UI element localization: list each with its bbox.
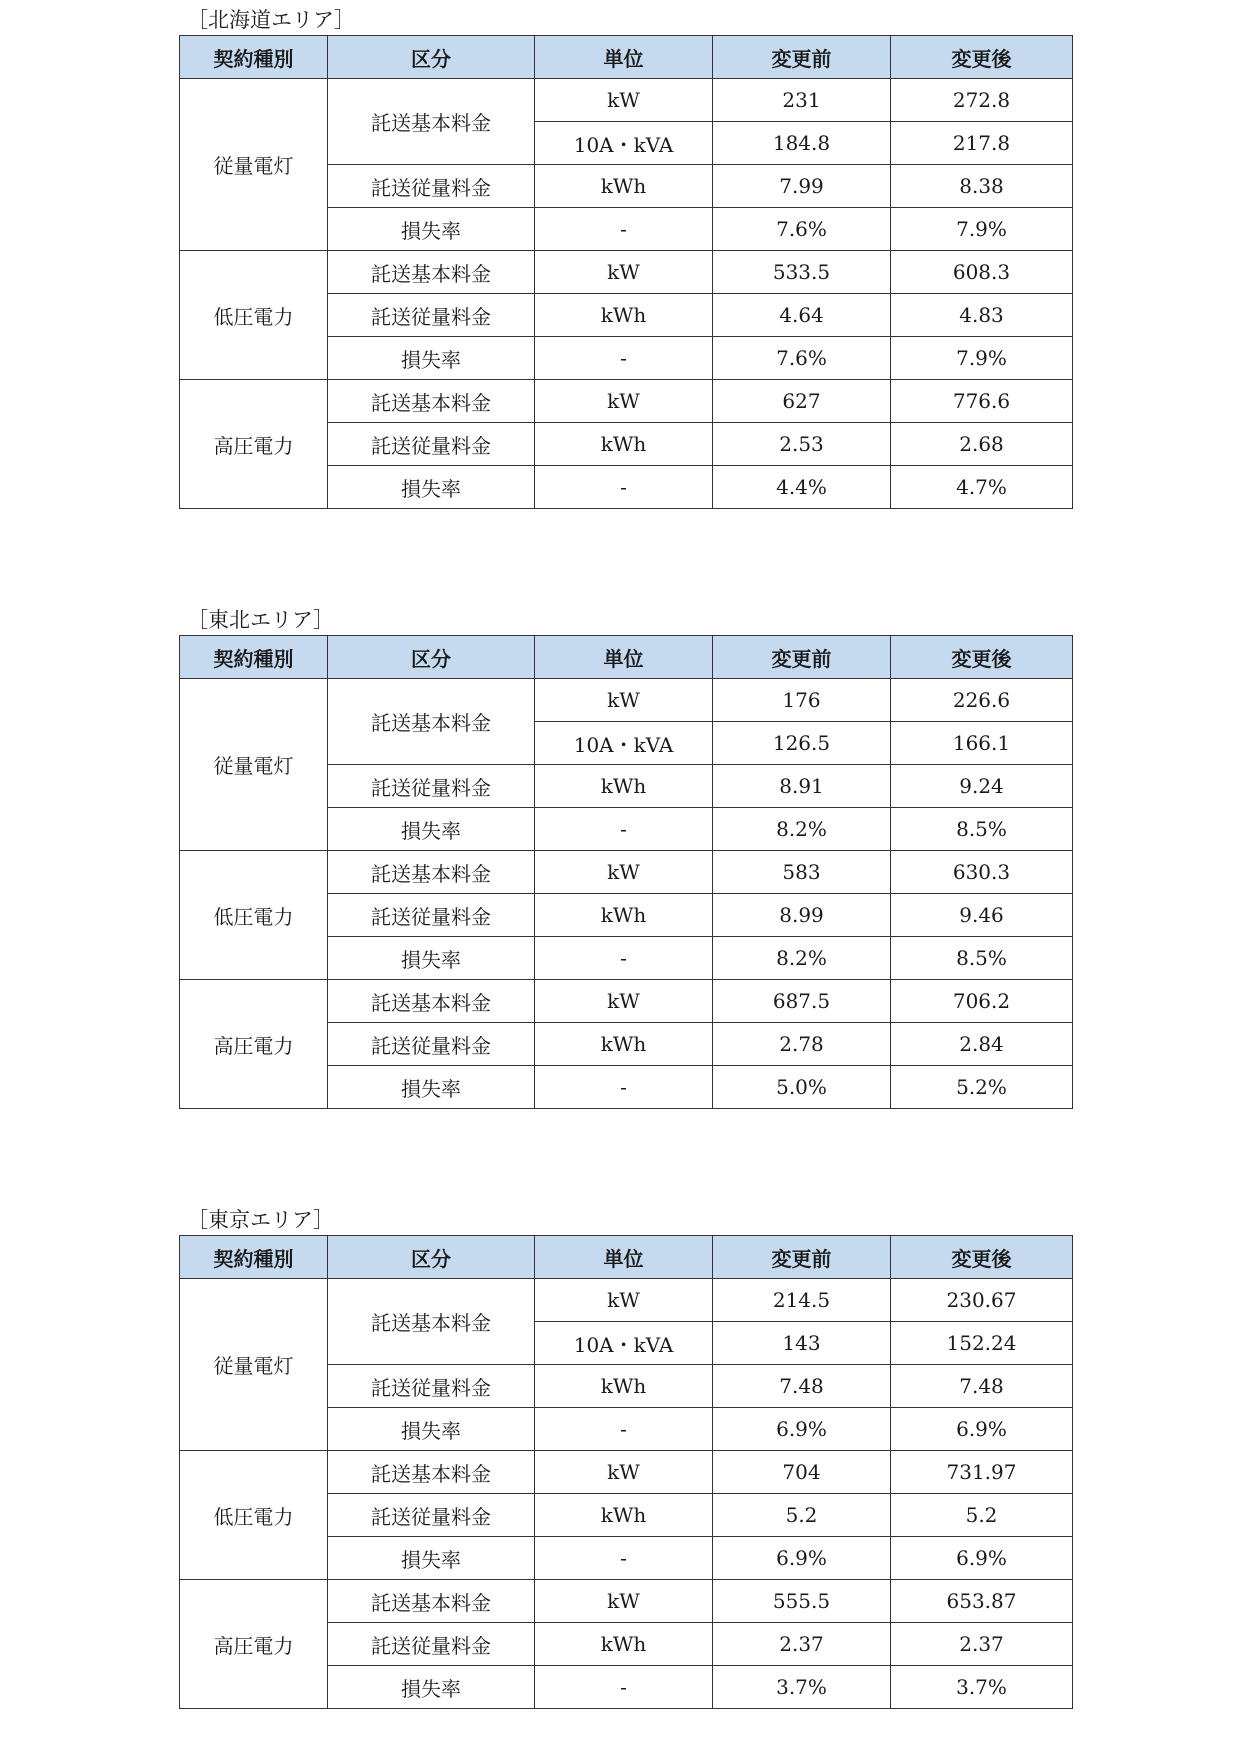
header-unit: 単位 (535, 636, 713, 679)
after-cell: 217.8 (891, 122, 1073, 165)
kubun-cell: 損失率 (328, 937, 535, 980)
area-section-tohoku (179, 605, 1072, 1109)
after-cell: 2.84 (891, 1023, 1073, 1066)
table-row (180, 679, 1073, 722)
before-cell: 5.0% (713, 1066, 891, 1109)
kubun-cell: 託送基本料金 (328, 251, 535, 294)
header-unit: 単位 (535, 1236, 713, 1279)
kubun-cell: 損失率 (328, 1066, 535, 1109)
header-unit: 単位 (535, 36, 713, 79)
unit-cell: kW (535, 851, 713, 894)
unit-cell: kW (535, 1279, 713, 1322)
unit-cell: kW (535, 1580, 713, 1623)
unit-cell: kWh (535, 294, 713, 337)
before-cell: 4.4% (713, 466, 891, 509)
tariff-table (179, 1235, 1073, 1709)
kubun-cell: 損失率 (328, 808, 535, 851)
after-cell: 776.6 (891, 380, 1073, 423)
unit-cell: - (535, 337, 713, 380)
kubun-cell: 託送基本料金 (328, 1451, 535, 1494)
after-cell: 6.9% (891, 1537, 1073, 1580)
table-row (180, 251, 1073, 294)
unit-cell: - (535, 208, 713, 251)
unit-cell: - (535, 937, 713, 980)
before-cell: 6.9% (713, 1537, 891, 1580)
header-kubun: 区分 (328, 1236, 535, 1279)
before-cell: 7.48 (713, 1365, 891, 1408)
after-cell: 166.1 (891, 722, 1073, 765)
after-cell: 230.67 (891, 1279, 1073, 1322)
table-row (180, 1451, 1073, 1494)
before-cell: 555.5 (713, 1580, 891, 1623)
after-cell: 9.46 (891, 894, 1073, 937)
before-cell: 8.99 (713, 894, 891, 937)
header-before: 変更前 (713, 1236, 891, 1279)
after-cell: 4.7% (891, 466, 1073, 509)
header-kubun: 区分 (328, 36, 535, 79)
after-cell: 4.83 (891, 294, 1073, 337)
kubun-cell: 損失率 (328, 337, 535, 380)
header-before: 変更前 (713, 636, 891, 679)
kubun-cell: 託送従量料金 (328, 894, 535, 937)
unit-cell: kWh (535, 894, 713, 937)
kubun-cell: 託送基本料金 (328, 380, 535, 423)
category-cell: 低圧電力 (180, 851, 328, 980)
area-section-hokkaido (179, 5, 1072, 509)
table-row (180, 851, 1073, 894)
unit-cell: kWh (535, 1494, 713, 1537)
kubun-cell: 託送従量料金 (328, 423, 535, 466)
header-kubun: 区分 (328, 636, 535, 679)
before-cell: 627 (713, 380, 891, 423)
after-cell: 731.97 (891, 1451, 1073, 1494)
before-cell: 533.5 (713, 251, 891, 294)
table-row (180, 79, 1073, 122)
kubun-cell: 託送従量料金 (328, 1365, 535, 1408)
before-cell: 6.9% (713, 1408, 891, 1451)
category-cell: 低圧電力 (180, 1451, 328, 1580)
before-cell: 2.37 (713, 1623, 891, 1666)
header-category: 契約種別 (180, 636, 328, 679)
unit-cell: - (535, 1666, 713, 1709)
after-cell: 7.9% (891, 208, 1073, 251)
kubun-cell: 託送従量料金 (328, 165, 535, 208)
kubun-cell: 託送基本料金 (328, 1279, 535, 1365)
before-cell: 3.7% (713, 1666, 891, 1709)
unit-cell: 10A・kVA (535, 1322, 713, 1365)
unit-cell: 10A・kVA (535, 122, 713, 165)
area-title: ［北海道エリア］ (187, 8, 355, 32)
before-cell: 231 (713, 79, 891, 122)
header-row (180, 636, 1073, 679)
kubun-cell: 託送基本料金 (328, 679, 535, 765)
unit-cell: kW (535, 1451, 713, 1494)
before-cell: 5.2 (713, 1494, 891, 1537)
after-cell: 8.5% (891, 808, 1073, 851)
category-cell: 高圧電力 (180, 1580, 328, 1709)
category-cell: 従量電灯 (180, 1279, 328, 1451)
before-cell: 7.6% (713, 337, 891, 380)
after-cell: 630.3 (891, 851, 1073, 894)
kubun-cell: 託送従量料金 (328, 1023, 535, 1066)
header-after: 変更後 (891, 36, 1073, 79)
unit-cell: kW (535, 79, 713, 122)
after-cell: 6.9% (891, 1408, 1073, 1451)
unit-cell: - (535, 808, 713, 851)
table-row (180, 380, 1073, 423)
area-section-tokyo (179, 1205, 1072, 1709)
tariff-table (179, 35, 1073, 509)
after-cell: 2.37 (891, 1623, 1073, 1666)
unit-cell: kW (535, 251, 713, 294)
kubun-cell: 託送従量料金 (328, 765, 535, 808)
before-cell: 4.64 (713, 294, 891, 337)
after-cell: 8.5% (891, 937, 1073, 980)
area-title: ［東北エリア］ (187, 608, 334, 632)
before-cell: 184.8 (713, 122, 891, 165)
unit-cell: kW (535, 679, 713, 722)
kubun-cell: 託送基本料金 (328, 79, 535, 165)
kubun-cell: 託送基本料金 (328, 851, 535, 894)
unit-cell: - (535, 466, 713, 509)
before-cell: 126.5 (713, 722, 891, 765)
after-cell: 608.3 (891, 251, 1073, 294)
unit-cell: kW (535, 980, 713, 1023)
before-cell: 143 (713, 1322, 891, 1365)
unit-cell: kWh (535, 1623, 713, 1666)
before-cell: 8.91 (713, 765, 891, 808)
before-cell: 7.6% (713, 208, 891, 251)
category-cell: 高圧電力 (180, 980, 328, 1109)
header-after: 変更後 (891, 1236, 1073, 1279)
kubun-cell: 託送基本料金 (328, 980, 535, 1023)
unit-cell: kWh (535, 1365, 713, 1408)
before-cell: 214.5 (713, 1279, 891, 1322)
after-cell: 9.24 (891, 765, 1073, 808)
before-cell: 7.99 (713, 165, 891, 208)
after-cell: 8.38 (891, 165, 1073, 208)
kubun-cell: 損失率 (328, 208, 535, 251)
table-row (180, 980, 1073, 1023)
before-cell: 2.53 (713, 423, 891, 466)
before-cell: 176 (713, 679, 891, 722)
before-cell: 583 (713, 851, 891, 894)
kubun-cell: 損失率 (328, 466, 535, 509)
after-cell: 653.87 (891, 1580, 1073, 1623)
category-cell: 高圧電力 (180, 380, 328, 509)
kubun-cell: 託送従量料金 (328, 294, 535, 337)
after-cell: 7.48 (891, 1365, 1073, 1408)
area-title: ［東京エリア］ (187, 1208, 334, 1232)
before-cell: 704 (713, 1451, 891, 1494)
header-row (180, 36, 1073, 79)
unit-cell: kWh (535, 1023, 713, 1066)
unit-cell: kWh (535, 765, 713, 808)
category-cell: 従量電灯 (180, 679, 328, 851)
before-cell: 8.2% (713, 808, 891, 851)
after-cell: 3.7% (891, 1666, 1073, 1709)
table-row (180, 1580, 1073, 1623)
header-category: 契約種別 (180, 1236, 328, 1279)
after-cell: 152.24 (891, 1322, 1073, 1365)
after-cell: 7.9% (891, 337, 1073, 380)
kubun-cell: 損失率 (328, 1408, 535, 1451)
before-cell: 687.5 (713, 980, 891, 1023)
unit-cell: kW (535, 380, 713, 423)
kubun-cell: 託送従量料金 (328, 1623, 535, 1666)
kubun-cell: 託送従量料金 (328, 1494, 535, 1537)
category-cell: 従量電灯 (180, 79, 328, 251)
category-cell: 低圧電力 (180, 251, 328, 380)
after-cell: 226.6 (891, 679, 1073, 722)
unit-cell: kWh (535, 423, 713, 466)
after-cell: 706.2 (891, 980, 1073, 1023)
tariff-table (179, 635, 1073, 1109)
after-cell: 272.8 (891, 79, 1073, 122)
before-cell: 8.2% (713, 937, 891, 980)
kubun-cell: 損失率 (328, 1537, 535, 1580)
after-cell: 5.2% (891, 1066, 1073, 1109)
table-row (180, 1279, 1073, 1322)
header-after: 変更後 (891, 636, 1073, 679)
header-before: 変更前 (713, 36, 891, 79)
kubun-cell: 託送基本料金 (328, 1580, 535, 1623)
before-cell: 2.78 (713, 1023, 891, 1066)
header-category: 契約種別 (180, 36, 328, 79)
after-cell: 2.68 (891, 423, 1073, 466)
header-row (180, 1236, 1073, 1279)
after-cell: 5.2 (891, 1494, 1073, 1537)
unit-cell: - (535, 1537, 713, 1580)
unit-cell: kWh (535, 165, 713, 208)
kubun-cell: 損失率 (328, 1666, 535, 1709)
unit-cell: - (535, 1066, 713, 1109)
unit-cell: - (535, 1408, 713, 1451)
unit-cell: 10A・kVA (535, 722, 713, 765)
